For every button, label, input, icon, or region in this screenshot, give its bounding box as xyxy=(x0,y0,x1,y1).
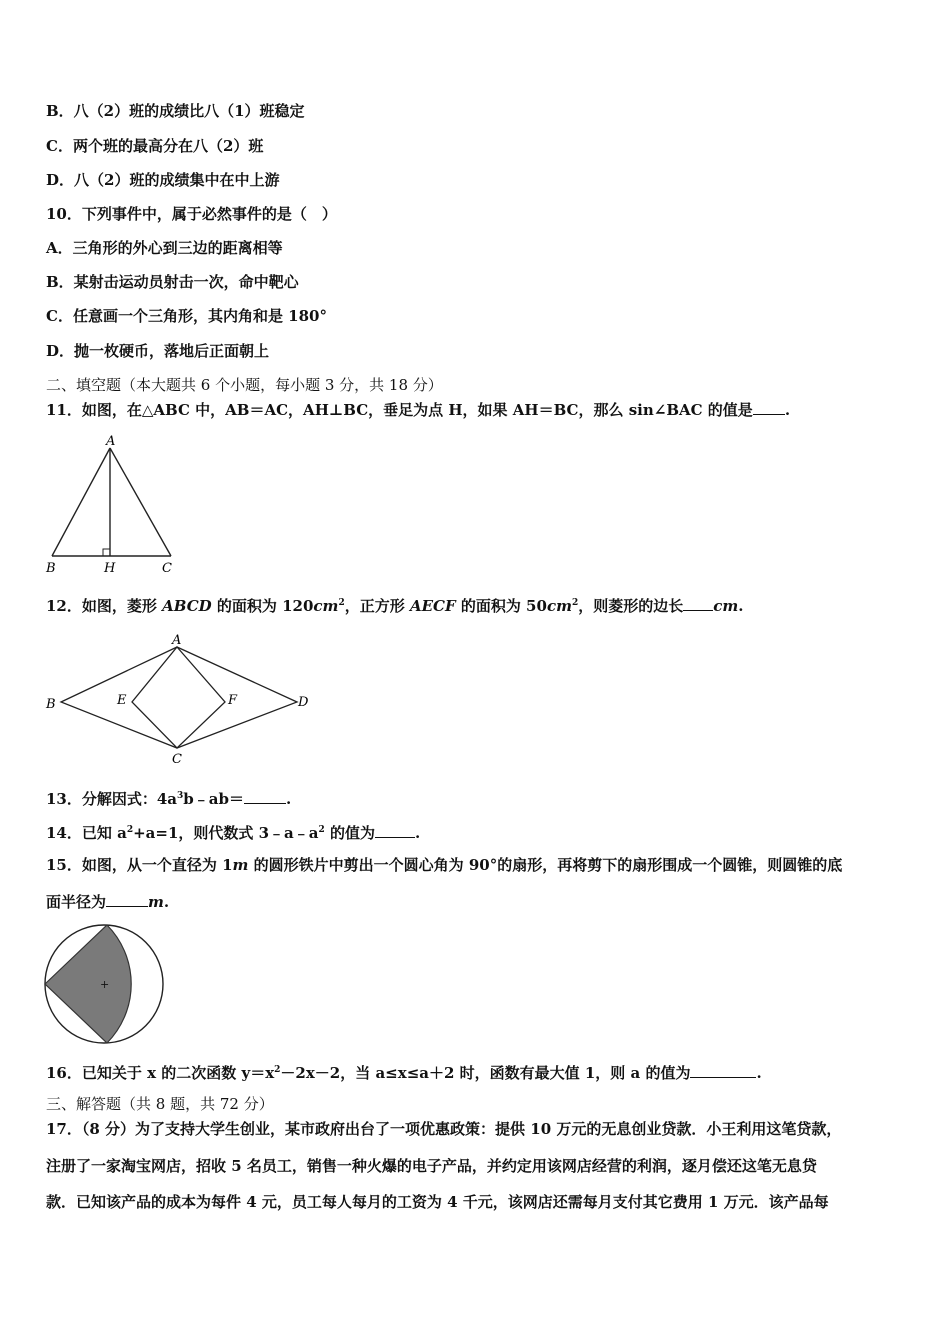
label-c: C xyxy=(162,561,172,576)
answer-blank xyxy=(106,892,148,907)
label-a: A xyxy=(172,633,182,648)
q11-triangle-figure xyxy=(44,432,178,578)
q10-option-d: D．抛一枚硬币，落地后正面朝上 xyxy=(46,342,270,360)
q10-option-b: B．某射击运动员射击一次，命中靶心 xyxy=(46,273,299,291)
q12-rhombus-figure xyxy=(44,630,316,770)
label-f: F xyxy=(228,693,238,708)
q12-text: 12．如图，菱形 ABCD 的面积为 $120cm^2$，正方形 AECF 的面积为 $50cm^2$，则菱形的边长 cm. xyxy=(46,597,744,615)
q9-option-b: B．八（2）班的成绩比八（1）班稳定 xyxy=(46,102,305,120)
label-h: H xyxy=(104,561,116,576)
q10-option-a: A．三角形的外心到三边的距离相等 xyxy=(46,239,283,257)
section2-title: 二、填空题（本大题共 6 个小题，每小题 3 分，共 18 分） xyxy=(46,376,443,394)
label-b: B xyxy=(46,561,56,576)
q15-text-line2: 面半径为 m. xyxy=(46,893,170,911)
q17-line1: 17．（8 分）为了支持大学生创业，某市政府出台了一项优惠政策：提供 10 万元的无息创业贷款．小王利用这笔贷款， xyxy=(46,1120,842,1138)
q13-text: 13．分解因式：$4a^3b﹣ab=$ . xyxy=(46,790,292,808)
q17-line2: 注册了一家淘宝网店，招收 5 名员工，销售一种火爆的电子产品，并约定用该网店经营的利润，逐月偿还这笔无息贷 xyxy=(46,1157,817,1175)
q9-option-c: C．两个班的最高分在八（2）班 xyxy=(46,137,264,155)
q16-text: 16．已知关于 x 的二次函数 $y=x^2-2x-2$，当 a≤x≤a＋2 时，函数有最大值 1，则 a 的值为 . xyxy=(46,1064,762,1082)
q9-option-d: D．八（2）班的成绩集中在中上游 xyxy=(46,171,280,189)
q15-text: 15．如图，从一个直径为 1m 的圆形铁片中剪出一个圆心角为 90°的扇形，再将剪下的扇形围成一个圆锥，则圆锥的底 xyxy=(46,856,843,874)
center-mark: + xyxy=(100,978,110,991)
q10-stem: 10．下列事件中，属于必然事件的是（ ） xyxy=(46,205,337,223)
label-c: C xyxy=(172,752,182,767)
q10-option-c: C．任意画一个三角形，其内角和是 180° xyxy=(46,307,327,325)
answer-blank xyxy=(753,400,785,415)
label-a: A xyxy=(106,434,116,449)
q14-text: 14．已知 $a^2+a=1$，则代数式 $3﹣a﹣a^2$ 的值为 . xyxy=(46,824,421,842)
q17-line3: 款．已知该产品的成本为每件 4 元，员工每人每月的工资为 4 千元，该网店还需每月支付其它费用 1 万元．该产品每 xyxy=(46,1193,829,1211)
answer-blank xyxy=(690,1063,756,1078)
label-b: B xyxy=(46,697,56,712)
label-e: E xyxy=(117,693,127,708)
answer-blank xyxy=(683,596,713,611)
label-d: D xyxy=(298,695,309,710)
q11-text: 11．如图，在△ABC 中，AB＝AC，AH⊥BC，垂足为点 H，如果 AH＝BC，那么 sin∠BAC 的值是 . xyxy=(46,401,791,419)
answer-blank xyxy=(375,823,415,838)
q15-sector-figure xyxy=(42,922,170,1050)
answer-blank xyxy=(244,789,286,804)
section3-title: 三、解答题（共 8 题，共 72 分） xyxy=(46,1095,274,1113)
